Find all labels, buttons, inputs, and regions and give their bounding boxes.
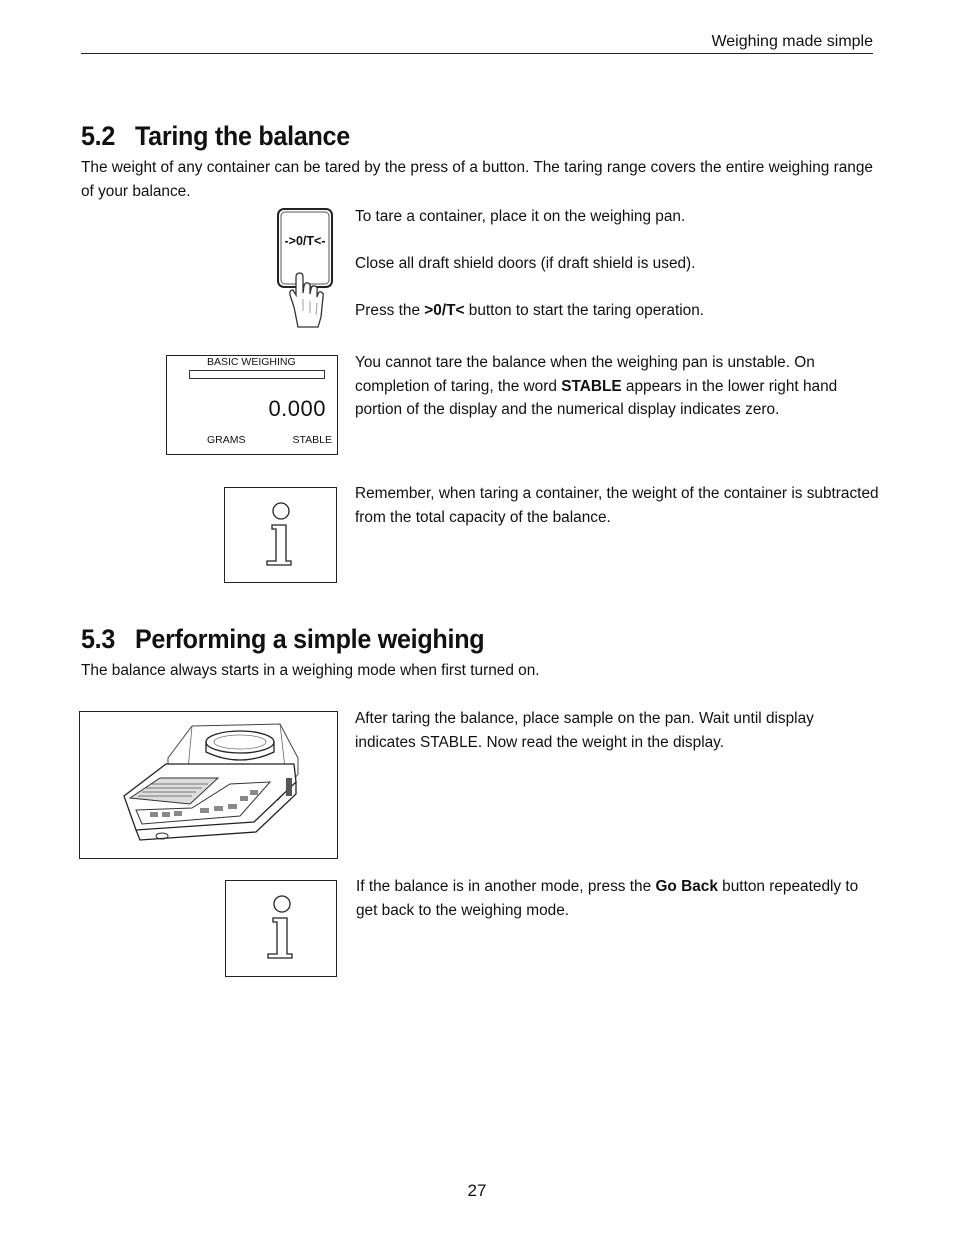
- press-text-pre: Press the: [355, 302, 425, 319]
- section-intro: The balance always starts in a weighing mode when first turned on.: [81, 662, 540, 679]
- info-icon: [225, 488, 335, 581]
- stable-paragraph: [355, 351, 855, 422]
- balance-drawing: [80, 712, 336, 857]
- section-number: 5.3: [81, 624, 116, 654]
- info-box-taring: [224, 487, 337, 583]
- go-back-note: [356, 875, 876, 922]
- display-weight-value: 0.000: [268, 396, 326, 421]
- weighing-instructions: After taring the balance, place sample on the pan. Wait until display indicates STABLE. Now read the weight in the display.: [355, 710, 814, 751]
- go-back-text-pre: If the balance is in another mode, press the: [356, 878, 656, 895]
- section-number: 5.2: [81, 121, 116, 151]
- display-stable-indicator: STABLE: [292, 434, 332, 446]
- header-rule: [81, 53, 873, 54]
- tare-step-3: [355, 299, 875, 323]
- tare-key-label: ->0/T<-: [284, 234, 326, 248]
- stable-text-pre: You cannot tare the balance when the weighing pan is unstable. On completion of taring, the word: [355, 354, 815, 395]
- display-mode-title: BASIC WEIGHING: [207, 356, 296, 368]
- stable-text-post: appears in the lower right hand portion of the display and the numerical display indicates zero.: [355, 377, 838, 419]
- section-heading-5-3: [81, 624, 484, 655]
- go-back-key-reference: Go Back: [655, 878, 718, 895]
- display-unit: GRAMS: [207, 434, 246, 446]
- running-header: Weighing made simple: [711, 33, 873, 50]
- tare-key-reference: >0/T<: [424, 302, 465, 319]
- tare-step-2: Close all draft shield doors (if draft shield is used).: [355, 255, 696, 272]
- display-progress-bar: [189, 370, 325, 379]
- go-back-text-post: button repeatedly to get back to the weighing mode.: [356, 878, 859, 919]
- section-intro: The weight of any container can be tared by the press of a button. The taring range covers the entire weighing range of your balance.: [81, 159, 873, 200]
- page-number: 27: [467, 1181, 487, 1200]
- balance-display: [166, 355, 338, 455]
- balance-illustration: [79, 711, 338, 859]
- press-text-post: button to start the taring operation.: [464, 302, 705, 319]
- info-box-go-back: [225, 880, 337, 977]
- section-title: Taring the balance: [134, 121, 350, 151]
- tare-key-drawing: [274, 207, 336, 329]
- info-icon: [226, 881, 335, 975]
- section-heading-5-2: [81, 121, 350, 152]
- tare-step-1: To tare a container, place it on the weighing pan.: [355, 208, 686, 225]
- tare-key-illustration: [274, 207, 336, 329]
- stable-word: STABLE: [561, 377, 622, 395]
- section-title: Performing a simple weighing: [134, 624, 485, 654]
- info-note-taring: Remember, when taring a container, the weight of the container is subtracted from the total capacity of the balance.: [355, 485, 879, 526]
